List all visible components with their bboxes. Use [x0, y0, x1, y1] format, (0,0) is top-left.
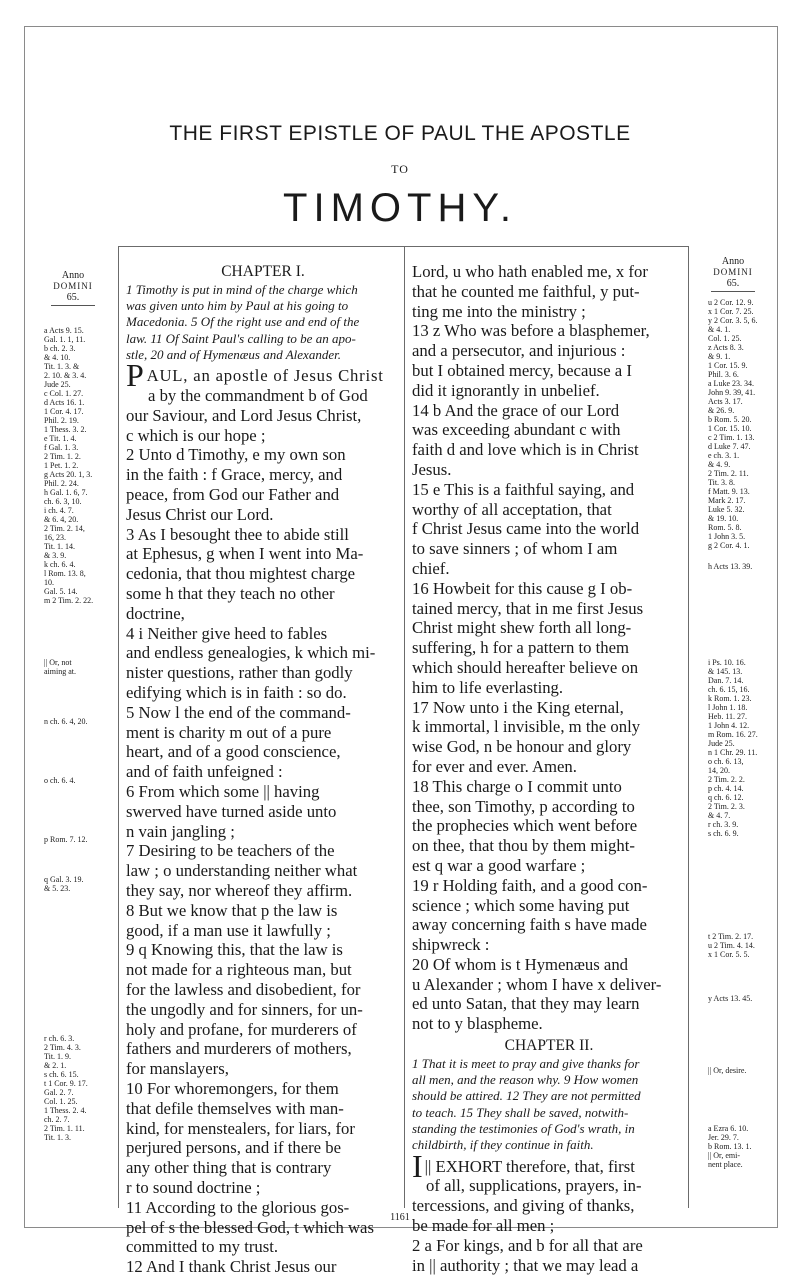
- text-line: kind, for menstealers, for liars, for: [126, 1118, 355, 1138]
- text-line: the ungodly and for sinners, for un-: [126, 999, 363, 1019]
- text-line: good, if a man use it lawfully ;: [126, 920, 331, 940]
- text-line: stle, 20 and of Hymenæus and Alexander.: [126, 346, 341, 362]
- text-line: for the lawless and disobedient, for: [126, 979, 361, 999]
- text-line: fathers and murderers of mothers,: [126, 1039, 352, 1059]
- text-line: tained mercy, that in me first Jesus: [412, 598, 644, 618]
- margin-note-right: a Ezra 6. 10. Jer. 29. 7. b Rom. 13. 1. || Or, emi- nent place.: [708, 1124, 752, 1169]
- text-line: and a persecutor, and injurious :: [412, 341, 626, 361]
- left-margin-divider: [118, 246, 119, 1208]
- text-line: holy and profane, for murderers of: [126, 1019, 357, 1039]
- column-divider: [404, 246, 405, 1208]
- text-line: k immortal, l invisible, m the only: [412, 717, 641, 737]
- text-line: law ; o understanding neither what: [126, 861, 358, 881]
- margin-note-left: p Rom. 7. 12.: [44, 835, 88, 844]
- text-line: 7 Desiring to be teachers of the: [126, 841, 335, 861]
- text-line: 11 According to the glorious gos-: [126, 1197, 350, 1217]
- text-line: cedonia, that thou mightest charge: [126, 564, 356, 584]
- timothy-title: TIMOTHY.: [283, 186, 517, 230]
- text-line: 18 This charge o I commit unto: [412, 776, 622, 796]
- text-line: but I obtained mercy, because a I: [412, 360, 632, 380]
- text-line: 13 z Who was before a blasphemer,: [412, 321, 650, 341]
- text-line: 16 Howbeit for this cause g I ob-: [412, 578, 633, 598]
- text-line: 19 r Holding faith, and a good con-: [412, 875, 648, 895]
- chapter-body: [412, 262, 686, 1034]
- text-line: f Christ Jesus came into the world: [412, 519, 640, 539]
- text-line: 1 Timothy is put in mind of the charge which: [126, 281, 358, 297]
- text-line: to teach. 15 They shall be saved, notwith-: [412, 1104, 629, 1120]
- text-line: pel of s the blessed God, t which was: [126, 1217, 374, 1237]
- text-line: wise God, n be honour and glory: [412, 737, 632, 757]
- text-line: u Alexander ; whom I have x deliver-: [412, 974, 662, 994]
- text-line: a by the commandment b of God: [148, 386, 368, 406]
- text-line: the prophecies which went before: [412, 816, 638, 836]
- text-line: [126, 357, 400, 394]
- text-line: which should hereafter believe on: [412, 657, 639, 677]
- text-line: n vain jangling ;: [126, 821, 235, 841]
- text-line: that defile themselves with man-: [126, 1098, 344, 1118]
- text-line: 5 Now l the end of the command-: [126, 702, 351, 722]
- text-line: chief.: [412, 558, 450, 578]
- page-number: 1161: [390, 1212, 410, 1223]
- margin-note-right: i Ps. 10. 16. & 145. 13. Dan. 7. 14. ch. 6. 15, 16. k Rom. 1. 23. l John 1. 18. Heb. 11. 27. 1 John 4. 12. m Rom. 16. 27. Jude 25. n 1 Chr. 29. 11. o ch. 6. 13, 14, 20. 2 Tim. 2. 2. p ch. 4. 14. q ch. 6. 12. 2 Tim. 2. 3. & 4. 7. r ch. 3. 9. s ch. 6. 9.: [708, 658, 758, 838]
- epistle-title: THE FIRST EPISTLE OF PAUL THE APOSTLE: [169, 122, 631, 145]
- text-line: 2 Unto d Timothy, e my own son: [126, 445, 346, 465]
- margin-note-right: u 2 Cor. 12. 9. x 1 Cor. 7. 25. y 2 Cor. 3. 5, 6. & 4. 1. Col. 1. 25. z Acts 8. 3. & 9. 1. 1 Cor. 15. 9. Phil. 3. 6. a Luke 23. 34. John 9. 39, 41. Acts 3. 17. & 26. 9. b Rom. 5. 20. 1 Cor. 15. 10. c 2 Tim. 1. 13. d Luke 7. 47. e ch. 3. 1. & 4. 9. 2 Tim. 2. 11. Tit. 3. 8. f Matt. 9. 13. Mark 2. 17. Luke 5. 32. & 19. 10. Rom. 5. 8. 1 John 3. 5. g 2 Cor. 4. 1.: [708, 298, 758, 550]
- text-line: Lord, u who hath enabled me, x for: [412, 262, 648, 281]
- chapter-heading: CHAPTER II.: [504, 1037, 594, 1055]
- text-line: on thee, that thou by them might-: [412, 836, 635, 856]
- text-line: him to life everlasting.: [412, 677, 564, 697]
- text-column-1: [126, 262, 400, 1277]
- text-line: ting me into the ministry ;: [412, 301, 586, 321]
- text-line: they say, nor whereof they affirm.: [126, 881, 353, 900]
- text-line: [412, 1147, 686, 1184]
- text-line: our Saviour, and Lord Jesus Christ,: [126, 405, 362, 425]
- text-line: any other thing that is contrary: [126, 1158, 332, 1178]
- text-line: worthy of all acceptation, that: [412, 499, 612, 519]
- margin-note-left: q Gal. 3. 19. & 5. 23.: [44, 875, 84, 893]
- text-line: was given unto him by Paul at his going to: [126, 298, 349, 314]
- text-line: for manslayers,: [126, 1059, 229, 1079]
- text-line: r to sound doctrine ;: [126, 1177, 261, 1197]
- text-line: not made for a righteous man, but: [126, 960, 352, 980]
- text-line: all men, and the reason why. 9 How women: [412, 1072, 639, 1088]
- text-line: law. 11 Of Saint Paul's calling to be an apo-: [126, 330, 356, 346]
- text-line: heart, and of a good conscience,: [126, 742, 341, 762]
- text-line: committed to my trust.: [126, 1237, 279, 1257]
- drop-cap: P: [126, 357, 145, 394]
- text-line: 1 That it is meet to pray and give thanks for: [412, 1055, 640, 1071]
- text-line: ment is charity m out of a pure: [126, 722, 332, 742]
- margin-note-right: y Acts 13. 45.: [708, 994, 753, 1003]
- margin-note-left: a Acts 9. 15. Gal. 1. 1, 11. b ch. 2. 3. & 4. 10. Tit. 1. 3. & 2. 10. & 3. 4. Jude 25. c Col. 1. 27. d Acts 16. 1. 1 Cor. 4. 17. Phil. 2. 19. 1 Thess. 3. 2. e Tit. 1. 4. f Gal. 1. 3. 2 Tim. 1. 2. 1 Pet. 1. 2. g Acts 20. 1, 3. Phil. 2. 24. h Gal. 1. 6, 7. ch. 6. 3, 10. i ch. 4. 7. & 6. 4, 20. 2 Tim. 2. 14, 16, 23. Tit. 1. 14. & 3. 9. k ch. 6. 4. l Rom. 13. 8, 10. Gal. 5. 14. m 2 Tim. 2. 22.: [44, 326, 94, 605]
- text-line: to save sinners ; of whom I am: [412, 539, 618, 559]
- anno-domini: DOMINI: [53, 281, 93, 291]
- chapter-summary: [126, 282, 400, 363]
- text-line: science ; which some having put: [412, 895, 630, 915]
- text-line: 4 i Neither give heed to fables: [126, 623, 328, 643]
- text-line-rest: || EXHORT therefore, that, first: [424, 1156, 635, 1176]
- text-line: 3 As I besought thee to abide still: [126, 524, 349, 544]
- text-line: 8 But we know that p the law is: [126, 900, 338, 920]
- margin-note-right: h Acts 13. 39.: [708, 562, 753, 571]
- text-line: doctrine,: [126, 603, 185, 623]
- text-line-rest: AUL, an apostle of Jesus Christ: [146, 366, 384, 386]
- text-column-2: [412, 262, 686, 1275]
- chapter-summary: [412, 1056, 686, 1154]
- text-line: childbirth, if they continue in faith.: [412, 1137, 594, 1153]
- text-line: peace, from God our Father and: [126, 485, 340, 505]
- drop-cap: I: [412, 1147, 423, 1184]
- text-line: away concerning faith s have made: [412, 915, 647, 935]
- text-line: in the faith : f Grace, mercy, and: [126, 465, 343, 485]
- text-line: some h that they teach no other: [126, 584, 335, 604]
- text-line: swerved have turned aside unto: [126, 801, 337, 821]
- text-line: suffering, h for a pattern to them: [412, 638, 630, 658]
- text-line: edifying which is in faith : so do.: [126, 683, 347, 703]
- text-line: Christ might shew forth all long-: [412, 618, 632, 638]
- anno-word: Anno: [61, 270, 85, 281]
- anno-domini-left: [51, 270, 95, 306]
- text-line: shipwreck :: [412, 935, 490, 955]
- text-line: ed unto Satan, that they may learn: [412, 994, 640, 1014]
- text-line: 9 q Knowing this, that the law is: [126, 940, 343, 960]
- text-line: in || authority ; that we may lead a: [412, 1255, 639, 1275]
- title-to: TO: [391, 162, 409, 176]
- text-line: 17 Now unto i the King eternal,: [412, 697, 624, 717]
- text-line: c which is our hope ;: [126, 425, 266, 445]
- chapter-heading: CHAPTER I.: [221, 263, 305, 280]
- header-rule: [118, 246, 688, 247]
- text-line: for ever and ever. Amen.: [412, 756, 577, 776]
- text-line: 6 From which some || having: [126, 782, 320, 802]
- anno-word: Anno: [721, 256, 745, 267]
- text-line: 15 e This is a faithful saying, and: [412, 479, 635, 499]
- margin-note-left: || Or, not aiming at.: [44, 658, 76, 676]
- text-line: Macedonia. 5 Of the right use and end of the: [126, 314, 360, 330]
- text-line: did it ignorantly in unbelief.: [412, 380, 600, 400]
- text-line: was exceeding abundant c with: [412, 420, 621, 440]
- text-line: 12 And I thank Christ Jesus our: [126, 1257, 337, 1277]
- text-line: 10 For whoremongers, for them: [126, 1078, 339, 1098]
- text-line: nister questions, rather than godly: [126, 663, 353, 683]
- right-margin-divider: [688, 246, 689, 1208]
- text-line: be made for all men ;: [412, 1216, 555, 1236]
- text-line: of all, supplications, prayers, in-: [426, 1176, 642, 1196]
- text-line: Jesus Christ our Lord.: [126, 504, 274, 524]
- margin-note-right: || Or, desire.: [708, 1066, 747, 1075]
- text-line: not to y blaspheme.: [412, 1014, 543, 1034]
- text-line: est q war a good warfare ;: [412, 855, 586, 875]
- text-line: tercessions, and giving of thanks,: [412, 1196, 635, 1216]
- text-line: faith d and love which is in Christ: [412, 440, 639, 460]
- text-line: 20 Of whom is t Hymenæus and: [412, 954, 629, 974]
- margin-note-left: n ch. 6. 4, 20.: [44, 717, 88, 726]
- text-line: 14 b And the grace of our Lord: [412, 400, 620, 420]
- chapter-body: [126, 357, 400, 1277]
- anno-year: 65.: [711, 278, 755, 292]
- text-line: Jesus.: [412, 459, 452, 479]
- anno-domini: DOMINI: [713, 267, 753, 277]
- margin-note-right: t 2 Tim. 2. 17. u 2 Tim. 4. 14. x 1 Cor. 5. 5.: [708, 932, 755, 959]
- anno-domini-right: [711, 256, 755, 292]
- text-line: 2 a For kings, and b for all that are: [412, 1235, 643, 1255]
- text-line: should be attired. 12 They are not permitted: [412, 1088, 641, 1104]
- text-line: at Ephesus, g when I went into Ma-: [126, 544, 364, 564]
- text-line: that he counted me faithful, y put-: [412, 281, 640, 301]
- text-line: thee, son Timothy, p according to: [412, 796, 635, 816]
- text-line: and endless genealogies, k which mi-: [126, 643, 376, 663]
- margin-note-left: r ch. 6. 3. 2 Tim. 4. 3. Tit. 1. 9. & 2. 1. s ch. 6. 15. t 1 Cor. 9. 17. Gal. 2. 7. Col. 1. 25. 1 Thess. 2. 4. ch. 2. 7. 2 Tim. 1. 11. Tit. 1. 3.: [44, 1034, 88, 1142]
- text-line: perjured persons, and if there be: [126, 1138, 341, 1158]
- margin-note-left: o ch. 6. 4.: [44, 776, 76, 785]
- text-line: and of faith unfeigned :: [126, 762, 283, 782]
- text-line: standing the testimonies of God's wrath, in: [412, 1121, 635, 1137]
- anno-year: 65.: [51, 292, 95, 306]
